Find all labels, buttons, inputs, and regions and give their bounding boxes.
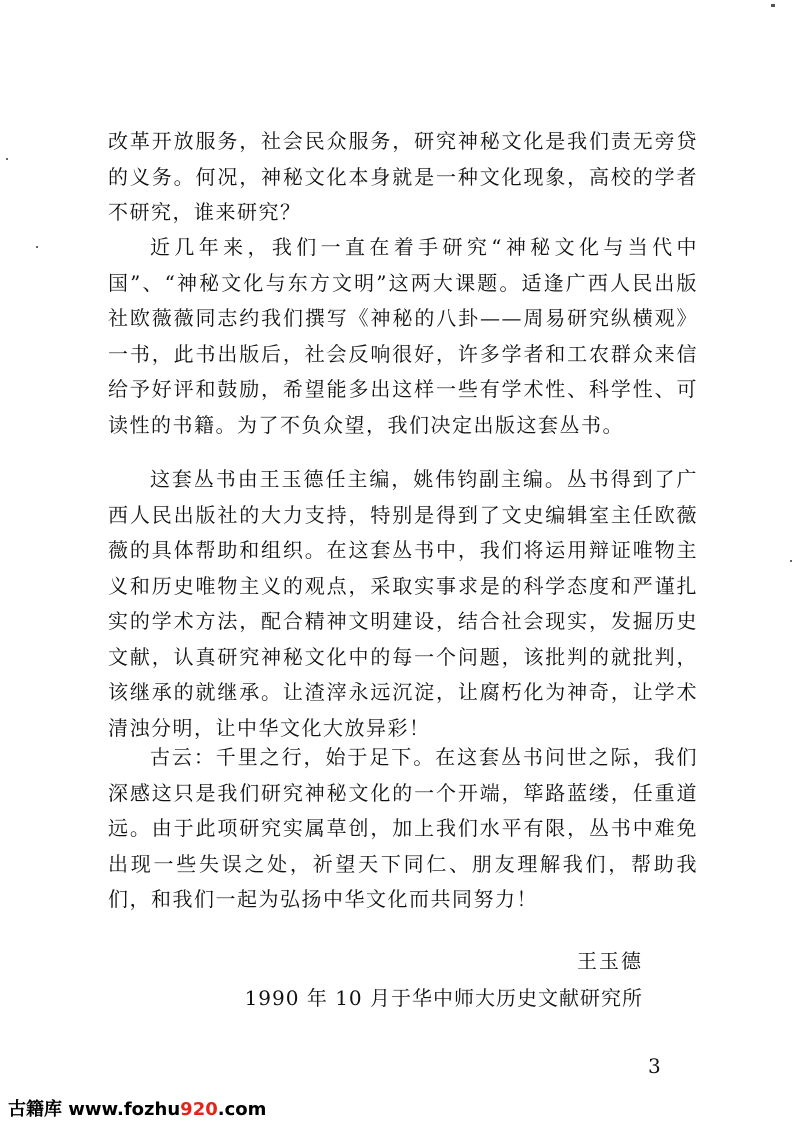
watermark-url-prefix: www.fozhu <box>68 1099 181 1120</box>
watermark-url-suffix: .com <box>217 1099 267 1120</box>
signature-date-place: 1990 年 10 月于华中师大历史文献研究所 <box>244 986 643 1010</box>
page-number: 3 <box>648 1054 661 1078</box>
scan-speck <box>790 560 792 562</box>
paragraph-closing: 古云：千里之行，始于足下。在这套丛书问世之际，我们深感这只是我们研究神秘文化的一个开端，筚路蓝缕，任重道远。由于此项研究实属草创，加上我们水平有限，丛书中难免出现一些失误之处，祈望天下同仁、朋友理解我们，帮助我们，和我们一起为弘扬中华文化而共同努力！ <box>108 745 698 911</box>
watermark-label: 古籍库 <box>8 1099 62 1120</box>
scan-artifact <box>771 4 775 7</box>
watermark-url-number: 920 <box>180 1099 218 1120</box>
paragraph-editors: 这套丛书由王玉德任主编，姚伟钧副主编。丛书得到了广西人民出版社的大力支持，特别是得到了文史编辑室主任欧薇薇的具体帮助和组织。在这套丛书中，我们将运用辩证唯物主义和历史唯物主义的观点，采取实事求是的科学态度和严谨扎实的学术方法，配合精神文明建设，结合社会现实，发掘历史文献，认真研究神秘文化中的每一个问题，该批判的就批判，该继承的就继承。让渣滓永远沉淀，让腐朽化为神奇，让学术清浊分明，让中华文化大放异彩！ <box>108 467 698 740</box>
scan-speck <box>36 246 38 248</box>
signature-name: 王玉德 <box>577 949 643 973</box>
site-watermark <box>8 1095 266 1121</box>
paragraph-continuation: 改革开放服务，社会民众服务，研究神秘文化是我们责无旁贷的义务。何况，神秘文化本身就是一种文化现象，高校的学者不研究，谁来研究？ <box>108 129 698 224</box>
paragraph-research-topics: 近几年来，我们一直在着手研究“神秘文化与当代中国”、“神秘文化与东方文明”这两大课题。适逢广西人民出版社欧薇薇同志约我们撰写《神秘的八卦——周易研究纵横观》一书，此书出版后，社会反响很好，许多学者和工农群众来信给予好评和鼓励，希望能多出这样一些有学术性、科学性、可读性的书籍。为了不负众望，我们决定出版这套丛书。 <box>108 235 698 437</box>
scan-speck <box>6 158 8 160</box>
